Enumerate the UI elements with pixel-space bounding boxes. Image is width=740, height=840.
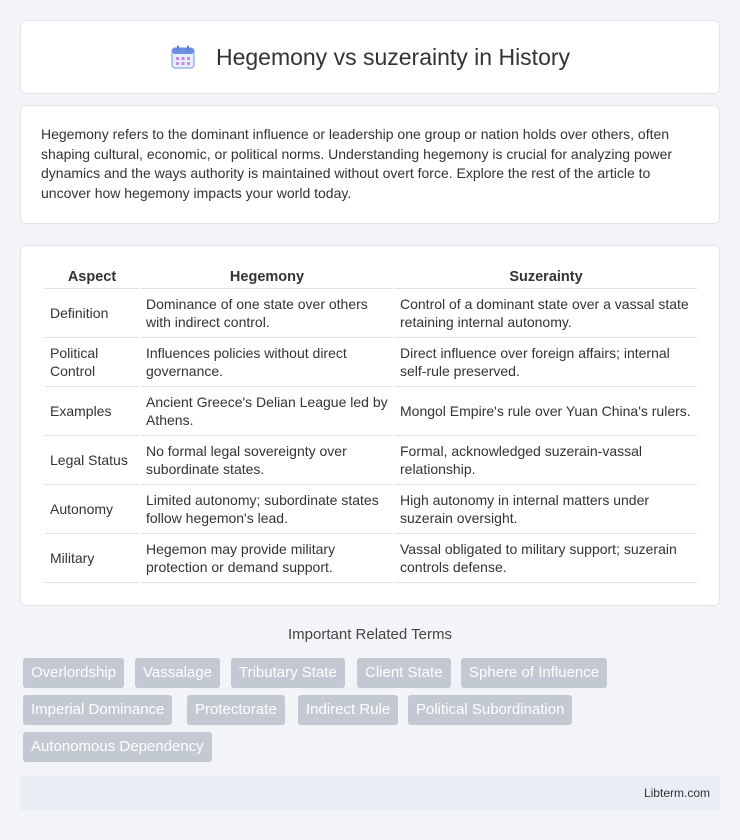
intro-card [20, 105, 720, 224]
related-term-tag[interactable]: Client State [357, 658, 451, 688]
related-term-tag[interactable]: Vassalage [135, 658, 220, 688]
table-row [45, 534, 697, 583]
table-row [45, 387, 697, 436]
hegemony-cell: Ancient Greece's Delian League led by Athens. [141, 387, 393, 436]
footer [20, 776, 720, 810]
related-term-tag[interactable]: Indirect Rule [298, 695, 398, 725]
suzerainty-cell: High autonomy in internal matters under suzerain oversight. [395, 485, 697, 534]
related-term-tag[interactable]: Autonomous Dependency [23, 732, 212, 762]
related-term-tag[interactable]: Tributary State [231, 658, 345, 688]
related-term-tag[interactable]: Protectorate [187, 695, 285, 725]
related-term-tag[interactable]: Imperial Dominance [23, 695, 172, 725]
aspect-cell: Autonomy [45, 485, 139, 534]
suzerainty-cell: Direct influence over foreign affairs; internal self-rule preserved. [395, 338, 697, 387]
table-row [45, 289, 697, 338]
table-row [45, 436, 697, 485]
related-term-tag[interactable]: Overlordship [23, 658, 124, 688]
hegemony-cell: Limited autonomy; subordinate states follow hegemon's lead. [141, 485, 393, 534]
table-row [45, 485, 697, 534]
aspect-cell: Examples [45, 387, 139, 436]
related-terms-title: Important Related Terms [288, 626, 452, 643]
suzerainty-cell: Formal, acknowledged suzerain-vassal relationship. [395, 436, 697, 485]
aspect-cell: Military [45, 534, 139, 583]
hegemony-cell: Hegemon may provide military protection or demand support. [141, 534, 393, 583]
calendar-icon [170, 44, 196, 70]
comparison-table [43, 265, 699, 583]
column-header-aspect: Aspect [45, 265, 139, 289]
hegemony-cell: No formal legal sovereignty over subordinate states. [141, 436, 393, 485]
suzerainty-cell: Control of a dominant state over a vassal state retaining internal autonomy. [395, 289, 697, 338]
suzerainty-cell: Vassal obligated to military support; suzerain controls defense. [395, 534, 697, 583]
related-term-tag[interactable]: Political Subordination [408, 695, 572, 725]
hegemony-cell: Dominance of one state over others with indirect control. [141, 289, 393, 338]
aspect-cell: Political Control [45, 338, 139, 387]
page-title: Hegemony vs suzerainty in History [215, 43, 571, 70]
column-header-suzerainty: Suzerainty [395, 265, 697, 289]
hegemony-cell: Influences policies without direct governance. [141, 338, 393, 387]
column-header-hegemony: Hegemony [141, 265, 393, 289]
suzerainty-cell: Mongol Empire's rule over Yuan China's rulers. [395, 387, 697, 436]
intro-text: Hegemony refers to the dominant influence or leadership one group or nation holds over others, often shaping cultural, economic, or political norms. Understanding hegemony is crucial for analyzing power dynamics and the ways authority is maintained without overt force. Explore the rest of the article to uncover how hegemony impacts your world today. [41, 126, 673, 201]
aspect-cell: Legal Status [45, 436, 139, 485]
aspect-cell: Definition [45, 289, 139, 338]
table-header-row [45, 265, 697, 289]
related-term-tag[interactable]: Sphere of Influence [461, 658, 607, 688]
footer-site-link[interactable]: Libterm.com [643, 786, 710, 800]
page-header [20, 20, 720, 94]
table-row [45, 338, 697, 387]
comparison-card [20, 245, 720, 606]
